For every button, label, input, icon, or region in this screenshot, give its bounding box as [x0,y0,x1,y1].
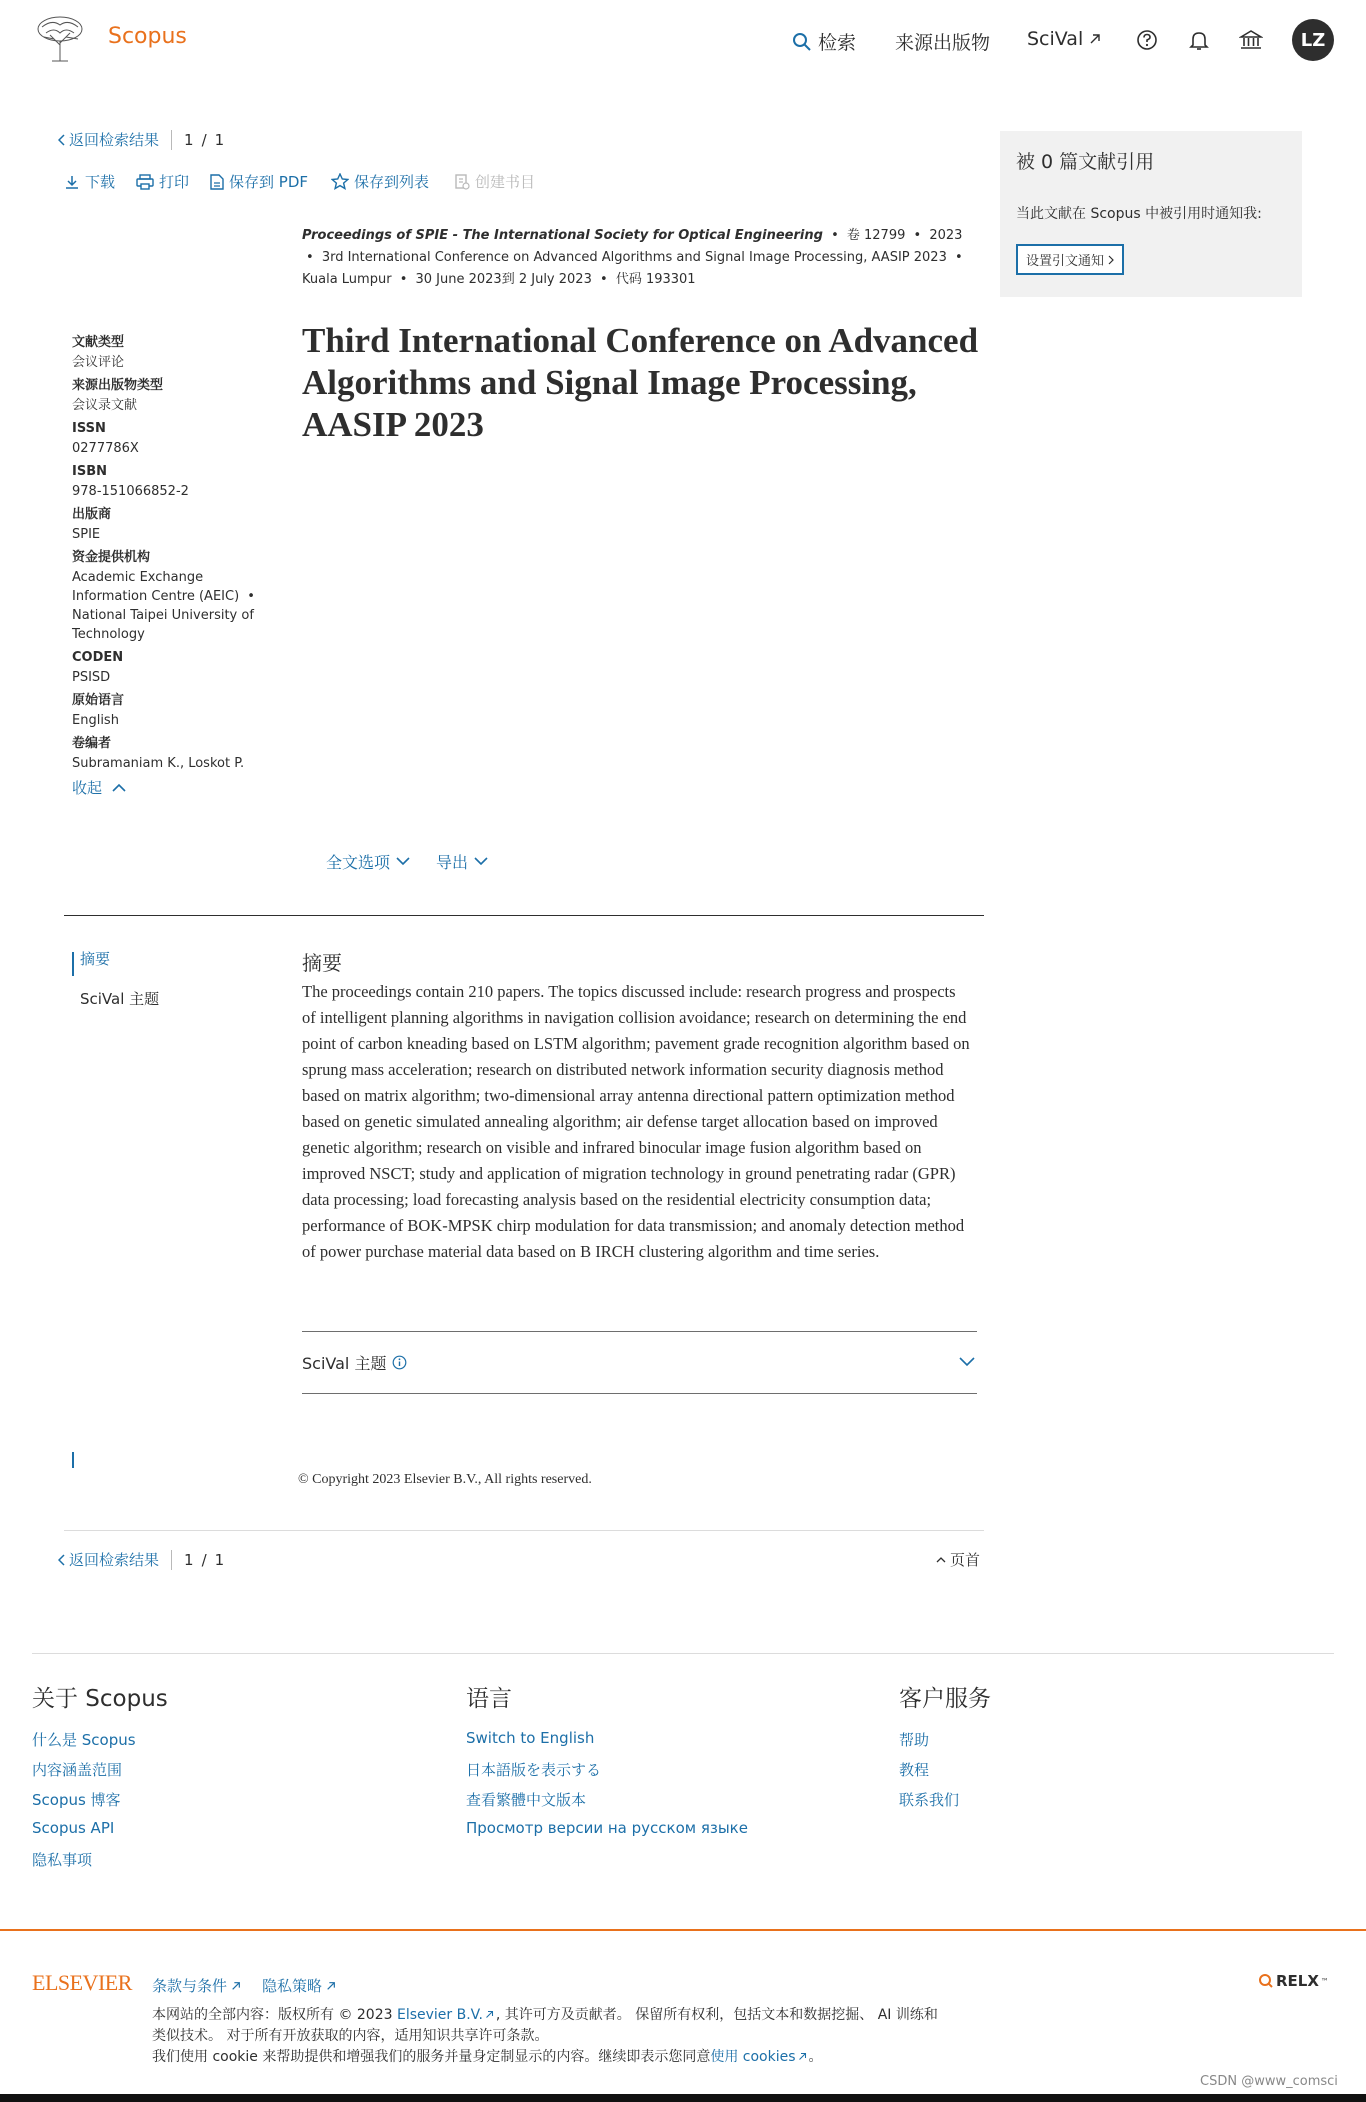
footer-link-traditional-chinese[interactable]: 查看繁體中文版本 [466,1791,587,1809]
source-info [302,225,972,291]
scival-topics-accordion[interactable] [302,1332,977,1392]
star-icon [331,173,349,190]
footer-link-english[interactable]: Switch to English [466,1729,595,1747]
side-nav-abstract[interactable]: 摘要 [80,950,111,968]
external-link-icon [326,1981,336,1991]
page-total: 1 [214,130,225,149]
full-text-options-label: 全文选项 [326,853,391,872]
bibliography-icon [454,174,470,190]
footer-language-heading: 语言 [466,1686,512,1712]
chevron-down-icon [396,857,410,866]
relx-logo[interactable]: RELX ™ [1258,1972,1329,1990]
coden-value: PSISD [72,670,111,685]
funding-sponsor-1: Academic Exchange Information Centre (AEIC) [72,570,240,604]
language-value: English [72,713,119,728]
publisher-value: SPIE [72,527,101,542]
back-to-results-link[interactable] [58,129,159,150]
scival-topics-label: SciVal 主题 [302,1353,387,1373]
chevron-left-icon [58,134,66,146]
source-title-link[interactable]: Proceedings of SPIE - The International Society for Optical Engineering [302,228,823,243]
cited-by-title: 被 0 篇文献引用 [1016,151,1155,173]
funding-label: 资金提供机构 [72,550,151,565]
back-to-top-label: 页首 [950,1551,981,1569]
year: 2023 [929,228,963,243]
relx-logo-icon [1258,1973,1274,1989]
conference-code: 代码 193301 [615,272,696,287]
privacy-policy-link[interactable] [262,1975,336,1996]
elsevier-tree-logo-icon[interactable] [32,15,88,63]
issn-value: 0277786X [72,441,139,456]
active-nav-indicator [72,952,74,976]
chevron-up-icon [112,783,126,792]
back-to-top-button[interactable] [936,1549,980,1570]
doc-type-value: 会议评论 [72,355,125,370]
abstract-heading: 摘要 [302,951,342,975]
nav-search-label: 检索 [818,32,857,54]
editors-value: Subramaniam K., Loskot P. [72,756,245,771]
doc-type-label: 文献类型 [72,335,125,350]
collapse-label: 收起 [72,779,103,797]
help-button[interactable] [1133,26,1161,54]
chevron-right-icon [1108,255,1114,265]
bell-icon [1188,29,1210,51]
page-separator: / [201,1550,207,1569]
bullet: • [913,228,922,243]
side-nav-scival-topics[interactable]: SciVal 主题 [80,990,160,1008]
back-to-results-link-bottom[interactable] [58,1549,159,1570]
page-current: 1 [184,1550,194,1569]
conference-name-part2: Conference on Advanced Algorithms and Signal Image Processing, AASIP 2023 [434,250,947,265]
footer-link-russian[interactable]: Просмотр версии на русском языке [466,1819,748,1837]
isbn-label: ISBN [72,464,107,479]
save-pdf-button[interactable] [210,171,308,192]
external-link-icon [231,1981,241,1991]
bullet: • [399,272,408,287]
conference-location: Kuala Lumpur [302,272,392,287]
bottom-divider [64,1530,984,1531]
institution-button[interactable] [1237,26,1265,54]
divider [171,130,172,150]
print-label: 打印 [159,173,190,191]
chevron-down-icon [474,857,488,866]
cookies-link[interactable]: 使用 cookies [710,2049,796,2065]
nav-scival-label: SciVal [1027,28,1084,50]
export-label: 导出 [436,853,469,872]
metadata-sidebar [72,333,272,798]
chevron-down-icon [959,1357,975,1367]
save-pdf-label: 保存到 PDF [229,173,308,191]
bullet: • [306,250,314,265]
conference-name-part1: 3rd International [321,250,431,265]
footer-link-tutorials[interactable]: 教程 [899,1761,930,1779]
legal-copyright-suffix: , 其许可方及贡献者。 保留所有权利，包括文本和数据挖掘、 AI 训练和 [495,2007,938,2023]
footer-divider [32,1653,1334,1654]
set-citation-alert-button[interactable] [1016,244,1124,275]
footer-link-contact[interactable]: 联系我们 [899,1791,960,1809]
footer-link-content-coverage[interactable]: 内容涵盖范围 [32,1761,123,1779]
notifications-button[interactable] [1185,26,1213,54]
download-label: 下载 [85,173,116,191]
bottom-black-bar [0,2094,1366,2102]
back-to-results-label: 返回检索结果 [69,1551,160,1569]
volume: 卷 12799 [846,228,906,243]
set-citation-alert-label: 设置引文通知 [1026,254,1105,269]
funding-sponsor-2: National Taipei University of Technology [72,608,254,642]
footer-link-help[interactable]: 帮助 [899,1731,930,1749]
legal-text [152,2005,1052,2068]
footer-link-scopus-api[interactable]: Scopus API [32,1819,115,1837]
csdn-watermark: CSDN @www_comsci [1200,2074,1338,2089]
source-type-value: 会议录文献 [72,398,138,413]
footer-service-heading: 客户服务 [899,1686,991,1712]
nav-sources-label: 来源出版物 [895,32,991,54]
full-text-options-dropdown[interactable] [326,850,410,873]
elsevier-bv-link[interactable]: Elsevier B.V. [396,2007,483,2023]
back-to-results-label: 返回检索结果 [69,131,160,149]
nav-scival[interactable] [1027,28,1101,50]
footer-orange-rule [0,1929,1366,1931]
create-bibliography-label: 创建书目 [475,173,536,191]
elsevier-logo[interactable]: ELSEVIER [32,1970,132,1995]
create-bibliography-button[interactable] [454,171,535,192]
abstract-text: The proceedings contain 210 papers. The topics discussed include: research progress and prospects of intelligent planning algorithms in navigation collision avoidance; research on determining the end point of carbon kneading based on LSTM algorithm; pavement grade recognition algorithm based on sprung mass acceleration; research on distributed network information security diagnosis method based on matrix algorithm; two-dimensional array antenna directional pattern optimization method based on genetic simulated annealing algorithm; air defense target allocation based on improved genetic algorithm; research on visible and infrared binocular image fusion algorithm based on improved NSCT; study and application of migration technology in ground penetrating radar (GPR) data processing; load forecasting analysis based on the residential electricity consumption data; performance of BOK-MPSK chirp modulation for data transmission; and anomaly detection method of power purchase material data based on B IRCH clustering algorithm and time series. [302,982,970,1261]
chevron-up-icon [936,1556,946,1563]
footer-link-scopus-blog[interactable]: Scopus 博客 [32,1791,121,1809]
download-icon [64,174,80,190]
external-link-icon [798,2052,807,2061]
external-link-icon [485,2010,494,2019]
citation-alert-text: 当此文献在 Scopus 中被引用时通知我: [1016,206,1262,222]
cited-by-panel [1000,131,1302,297]
footer-link-japanese[interactable]: 日本語版を表示する [466,1761,602,1779]
page-current: 1 [184,130,194,149]
footer-about-heading: 关于 Scopus [32,1686,168,1712]
scival-bottom-divider [302,1393,977,1394]
breadcrumb-bottom [58,1549,224,1570]
language-label: 原始语言 [72,693,125,708]
save-to-list-label: 保存到列表 [354,173,430,191]
chevron-left-icon [58,1554,66,1566]
bullet: • [954,250,963,265]
pdf-icon [210,174,224,190]
section-divider [64,915,984,916]
save-to-list-button[interactable] [331,171,429,192]
coden-label: CODEN [72,650,124,665]
nav-search[interactable] [792,28,856,55]
bullet: • [831,228,839,243]
footer-link-about-scopus[interactable]: 什么是 Scopus [32,1731,136,1749]
cookie-text-prefix: 我们使用 cookie 来帮助提供和增强我们的服务并量身定制显示的内容。继续即表示您同意 [152,2049,711,2065]
relx-logo-text: RELX [1276,1972,1319,1990]
export-dropdown[interactable] [436,850,488,873]
institution-icon [1239,29,1263,51]
print-icon [136,174,154,190]
issn-label: ISSN [72,421,106,436]
privacy-policy-label: 隐私策略 [262,1977,323,1995]
funding-value [72,568,272,644]
footer-link-privacy[interactable]: 隐私事项 [32,1851,93,1869]
page-separator: / [201,130,207,149]
document-title: Third International Conference on Advanced Algorithms and Signal Image Processing, AASIP 2023 [302,321,979,444]
scival-topics-header [302,1351,407,1374]
source-type-label: 来源出版物类型 [72,378,164,393]
help-icon [1136,29,1158,51]
conference-dates-start: 30 June 2023到 2 [415,272,528,287]
isbn-value: 978-151066852-2 [72,484,189,499]
conference-dates-end: July 2023 [531,272,592,287]
external-link-icon [1089,33,1101,45]
collapse-metadata-button[interactable] [72,777,272,798]
scopus-logo-text[interactable]: Scopus [108,24,187,49]
info-icon[interactable] [392,1355,407,1370]
terms-label: 条款与条件 [152,1977,228,1995]
bullet: • [600,272,608,287]
editors-label: 卷编者 [72,736,112,751]
bullet: • [247,589,255,604]
copyright-text: © Copyright 2023 Elsevier B.V., All rights reserved. [298,1472,592,1487]
publisher-label: 出版商 [72,507,112,522]
page-total: 1 [214,1550,225,1569]
nav-indicator-marker [72,1452,74,1468]
legal-copyright-prefix: 本网站的全部内容：版权所有 © 2023 [152,2007,397,2023]
legal-line-1 [152,2005,1052,2026]
nav-sources[interactable] [895,28,990,55]
top-header [0,0,1366,80]
legal-line-3 [152,2047,1052,2068]
download-button[interactable] [64,171,115,192]
legal-line-2: 类似技术。 对于所有开放获取的内容，适用知识共享许可条款。 [152,2028,549,2044]
print-button[interactable] [136,171,189,192]
terms-link[interactable] [152,1975,241,1996]
divider [171,1550,172,1570]
breadcrumb-top [58,129,224,150]
user-avatar[interactable]: LZ [1292,19,1334,61]
search-icon [792,32,812,52]
cookie-text-suffix: 。 [808,2049,823,2065]
